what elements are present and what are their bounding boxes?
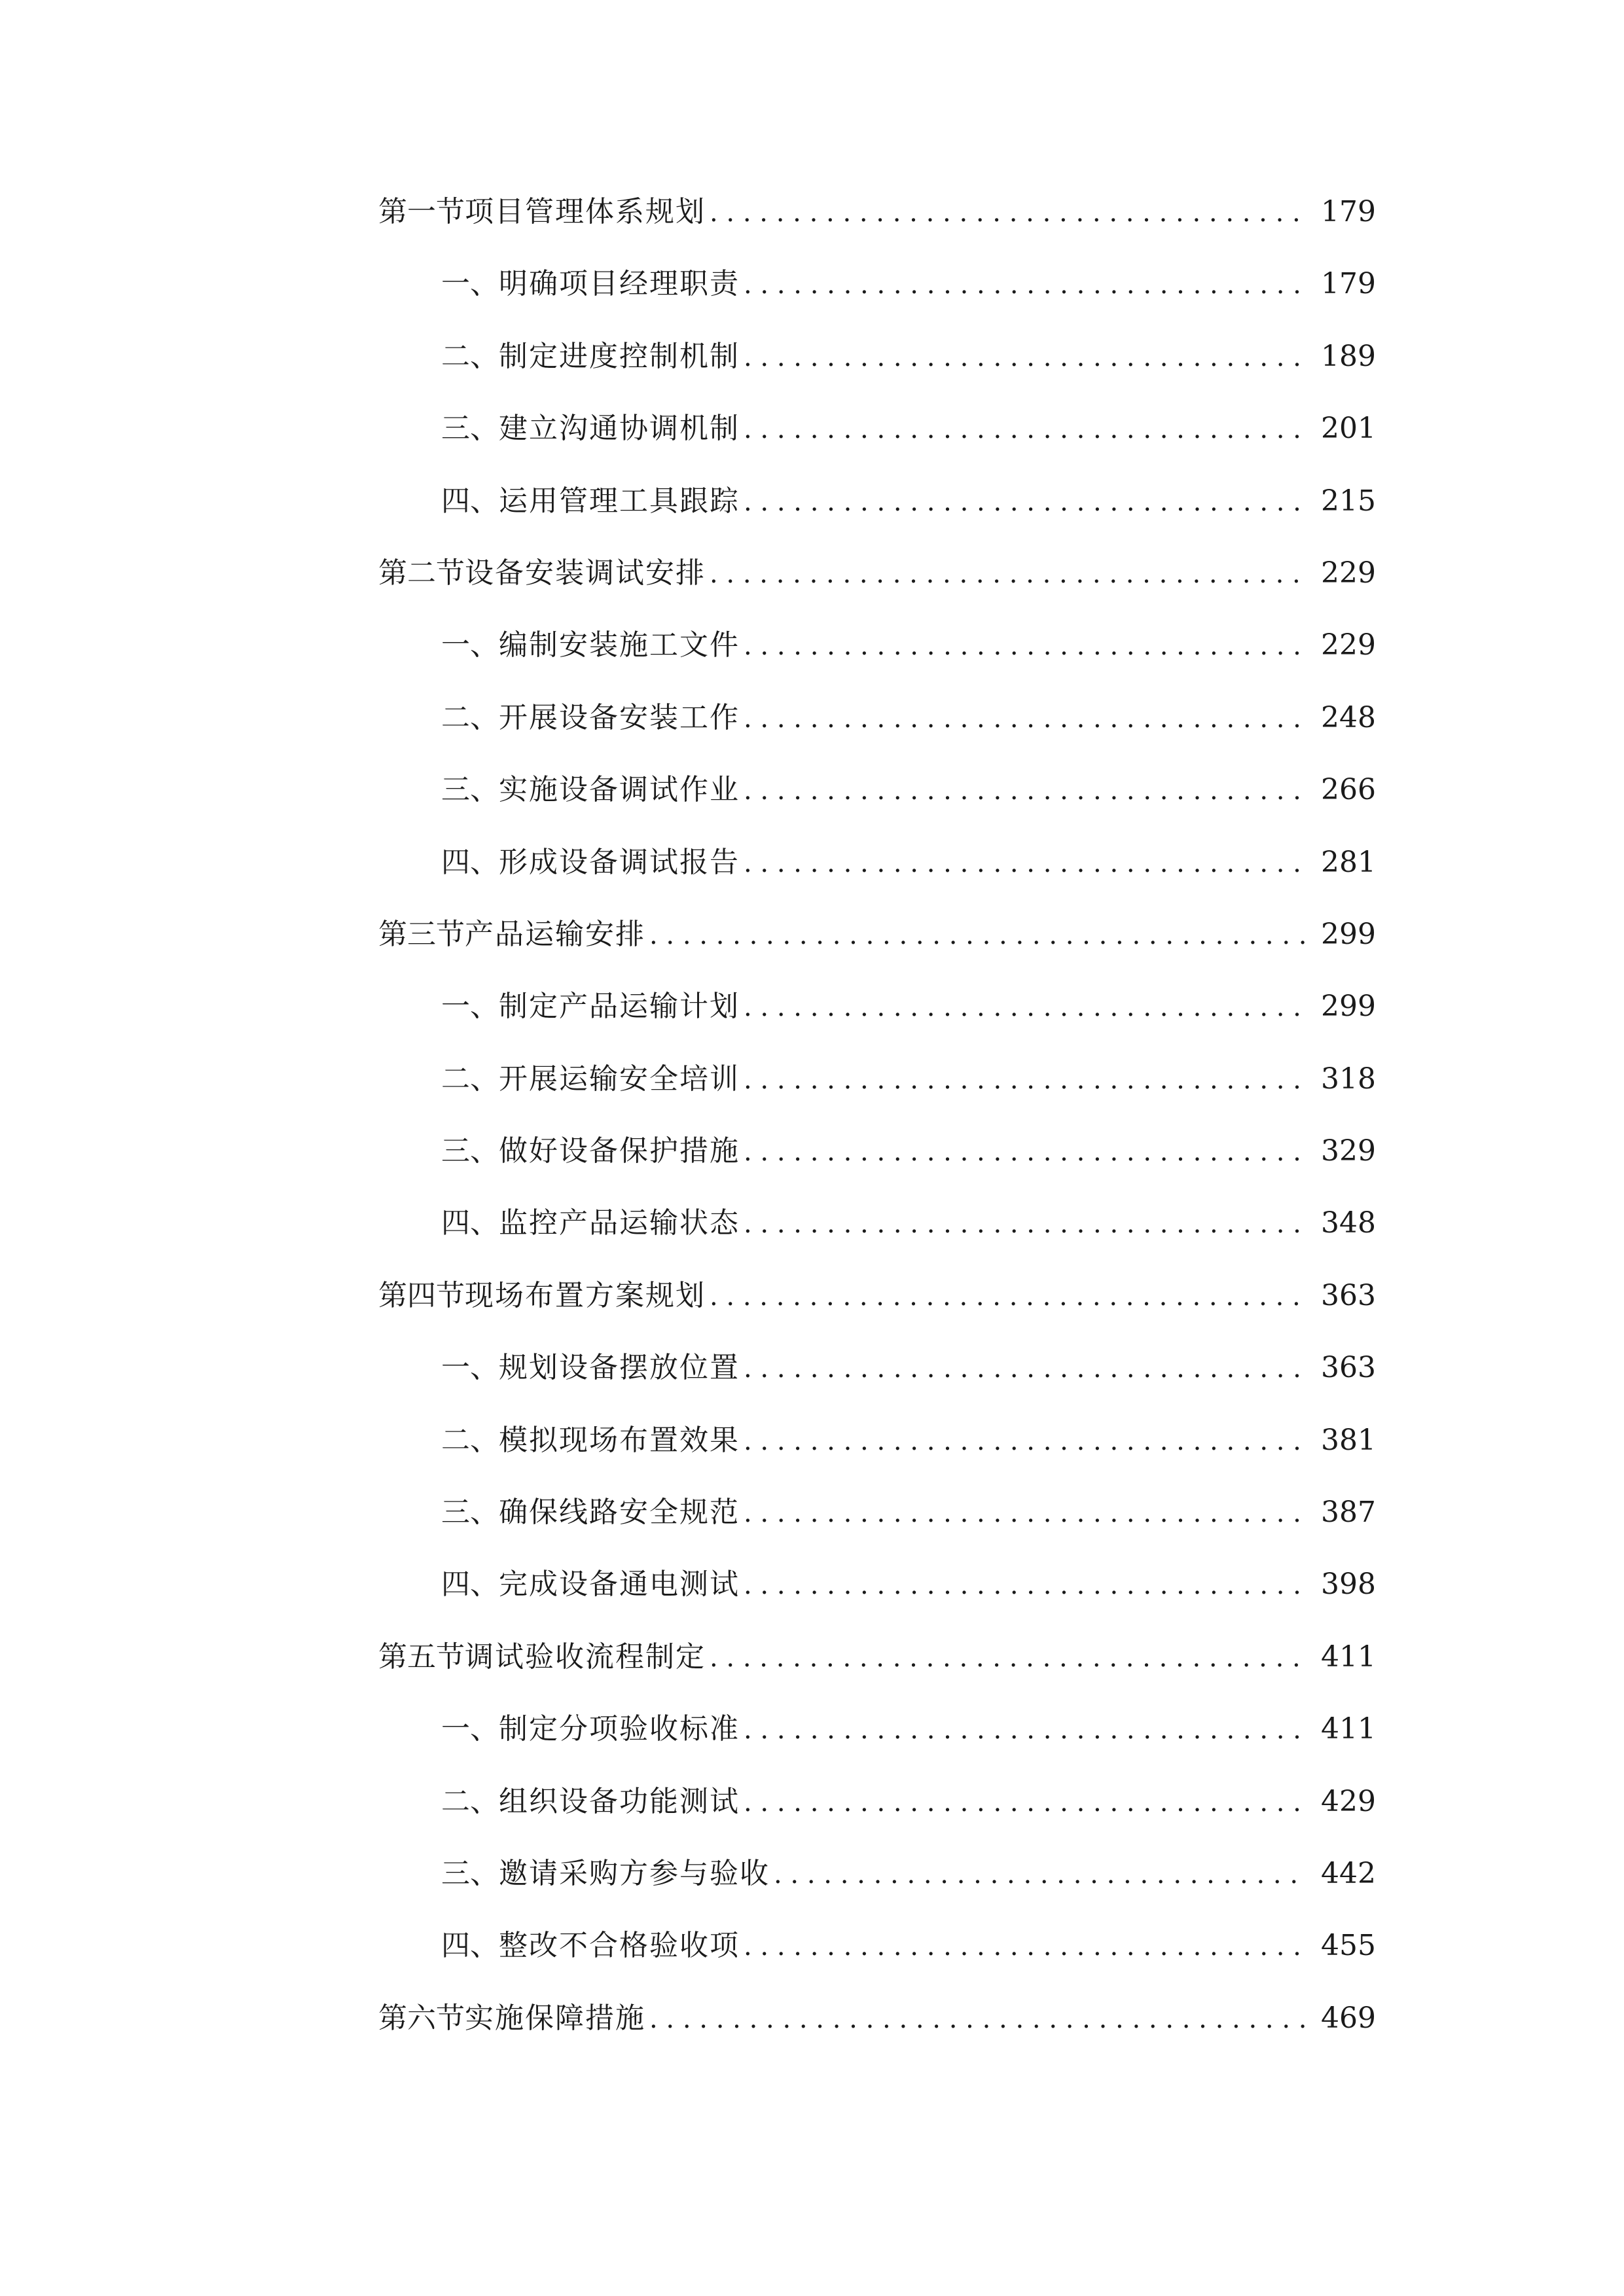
toc-page-number: 229 [1321,628,1376,662]
toc-page-number: 387 [1321,1496,1376,1530]
toc-entry-subsection[interactable] [378,484,1376,559]
toc-page-number: 469 [1321,2001,1376,2035]
toc-entry-title: 监控产品运输状态 [499,1206,740,1240]
toc-section-marker: 第一节 [378,195,465,228]
toc-entry-title: 制定进度控制机制 [499,339,740,373]
toc-entry-subsection[interactable] [378,845,1376,920]
toc-page-number: 398 [1321,1568,1376,1602]
toc-entry-title: 邀请采购方参与验收 [499,1856,770,1890]
dot-leader [744,416,1308,442]
toc-entry-title: 规划设备摆放位置 [499,1351,740,1385]
toc-page-number: 179 [1321,195,1376,228]
toc-entry-title: 模拟现场布置效果 [499,1423,740,1457]
dot-leader [744,272,1308,298]
toc-page-number: 248 [1321,700,1376,734]
dot-leader [774,1861,1308,1888]
toc-page-number: 229 [1321,556,1376,590]
toc-entry-section[interactable] [378,556,1376,631]
toc-page-number: 189 [1321,339,1376,373]
toc-entry-title: 设备安装调试安排 [465,556,706,590]
toc-entry-title: 开展设备安装工作 [499,700,740,734]
toc-section-marker: 第三节 [378,917,465,951]
dot-leader [744,1572,1308,1598]
toc-section-marker: 第二节 [378,556,465,590]
toc-entry-title: 产品运输安排 [465,917,645,951]
toc-subsection-marker: 二、 [441,339,499,373]
toc-entry-subsection[interactable] [378,1856,1376,1931]
toc-subsection-marker: 四、 [441,484,499,518]
toc-entry-subsection[interactable] [378,1062,1376,1137]
toc-entry-title: 运用管理工具跟踪 [499,484,740,518]
toc-subsection-marker: 一、 [441,628,499,662]
dot-leader [744,1500,1308,1526]
dot-leader [649,922,1308,948]
dot-leader [649,2006,1308,2032]
toc-page-number: 299 [1321,990,1376,1024]
toc-page-number: 201 [1321,412,1376,446]
dot-leader [744,489,1308,515]
toc-entry-title: 调试验收流程制定 [465,1640,706,1674]
toc-entry-title: 现场布置方案规划 [465,1278,706,1312]
toc-page-number: 281 [1321,845,1376,879]
toc-entry-subsection[interactable] [378,1134,1376,1209]
toc-page-number: 179 [1321,267,1376,301]
dot-leader [744,1717,1308,1743]
toc-page-number: 318 [1321,1062,1376,1096]
toc-subsection-marker: 四、 [441,1929,499,1963]
toc-page-number: 411 [1321,1712,1376,1746]
dot-leader [710,561,1308,587]
toc-entry-subsection[interactable] [378,1568,1376,1642]
toc-subsection-marker: 二、 [441,1784,499,1818]
table-of-contents [378,195,1376,2076]
dot-leader [744,1428,1308,1454]
toc-entry-section[interactable] [378,1640,1376,1715]
toc-entry-title: 制定分项验收标准 [499,1712,740,1746]
dot-leader [710,1645,1308,1671]
toc-entry-subsection[interactable] [378,990,1376,1064]
toc-subsection-marker: 三、 [441,773,499,807]
toc-entry-title: 完成设备通电测试 [499,1568,740,1602]
dot-leader [744,1933,1308,1960]
dot-leader [744,994,1308,1020]
toc-page-number: 442 [1321,1856,1376,1890]
toc-entry-subsection[interactable] [378,1496,1376,1570]
toc-entry-title: 实施设备调试作业 [499,773,740,807]
toc-entry-title: 组织设备功能测试 [499,1784,740,1818]
toc-subsection-marker: 二、 [441,1062,499,1096]
toc-entry-subsection[interactable] [378,1206,1376,1281]
toc-entry-title: 制定产品运输计划 [499,990,740,1024]
toc-entry-subsection[interactable] [378,412,1376,486]
toc-entry-subsection[interactable] [378,773,1376,848]
dot-leader [744,850,1308,876]
dot-leader [744,1067,1308,1093]
toc-subsection-marker: 三、 [441,1134,499,1168]
toc-entry-title: 确保线路安全规范 [499,1496,740,1530]
toc-entry-subsection[interactable] [378,1423,1376,1498]
toc-page-number: 381 [1321,1423,1376,1457]
dot-leader [710,200,1308,226]
toc-entry-subsection[interactable] [378,339,1376,414]
toc-entry-title: 形成设备调试报告 [499,845,740,879]
toc-entry-title: 编制安装施工文件 [499,628,740,662]
dot-leader [744,1789,1308,1816]
toc-subsection-marker: 一、 [441,1712,499,1746]
toc-entry-title: 实施保障措施 [465,2001,645,2035]
toc-entry-title: 建立沟通协调机制 [499,412,740,446]
dot-leader [744,1139,1308,1165]
toc-page-number: 411 [1321,1640,1376,1674]
toc-entry-title: 整改不合格验收项 [499,1929,740,1963]
dot-leader [744,706,1308,732]
toc-entry-title: 做好设备保护措施 [499,1134,740,1168]
toc-entry-subsection[interactable] [378,628,1376,703]
dot-leader [744,1355,1308,1382]
toc-page-number: 429 [1321,1784,1376,1818]
toc-page-number: 266 [1321,773,1376,807]
toc-entry-title: 开展运输安全培训 [499,1062,740,1096]
toc-section-marker: 第六节 [378,2001,465,2035]
toc-entry-section[interactable] [378,195,1376,270]
toc-page-number: 455 [1321,1929,1376,1963]
toc-subsection-marker: 一、 [441,990,499,1024]
toc-page-number: 215 [1321,484,1376,518]
toc-entry-subsection[interactable] [378,1784,1376,1859]
dot-leader [710,1283,1308,1310]
toc-subsection-marker: 四、 [441,845,499,879]
toc-page-number: 329 [1321,1134,1376,1168]
toc-subsection-marker: 三、 [441,1856,499,1890]
toc-subsection-marker: 一、 [441,1351,499,1385]
dot-leader [744,633,1308,659]
toc-entry-title: 明确项目经理职责 [499,267,740,301]
toc-entry-subsection[interactable] [378,1351,1376,1426]
dot-leader [744,1211,1308,1237]
toc-page-number: 363 [1321,1278,1376,1312]
toc-subsection-marker: 二、 [441,1423,499,1457]
toc-entry-title: 项目管理体系规划 [465,195,706,228]
toc-entry-section[interactable] [378,2001,1376,2076]
toc-entry-section[interactable] [378,917,1376,992]
toc-subsection-marker: 二、 [441,700,499,734]
toc-page-number: 348 [1321,1206,1376,1240]
toc-section-marker: 第四节 [378,1278,465,1312]
toc-page-number: 363 [1321,1351,1376,1385]
toc-entry-subsection[interactable] [378,1929,1376,2003]
dot-leader [744,344,1308,370]
dot-leader [744,778,1308,804]
toc-subsection-marker: 三、 [441,412,499,446]
toc-subsection-marker: 三、 [441,1496,499,1530]
toc-subsection-marker: 四、 [441,1568,499,1602]
toc-entry-subsection[interactable] [378,700,1376,776]
toc-subsection-marker: 一、 [441,267,499,301]
toc-entry-subsection[interactable] [378,267,1376,342]
toc-section-marker: 第五节 [378,1640,465,1674]
toc-entry-subsection[interactable] [378,1712,1376,1787]
toc-page-number: 299 [1321,917,1376,951]
toc-subsection-marker: 四、 [441,1206,499,1240]
toc-entry-section[interactable] [378,1278,1376,1354]
